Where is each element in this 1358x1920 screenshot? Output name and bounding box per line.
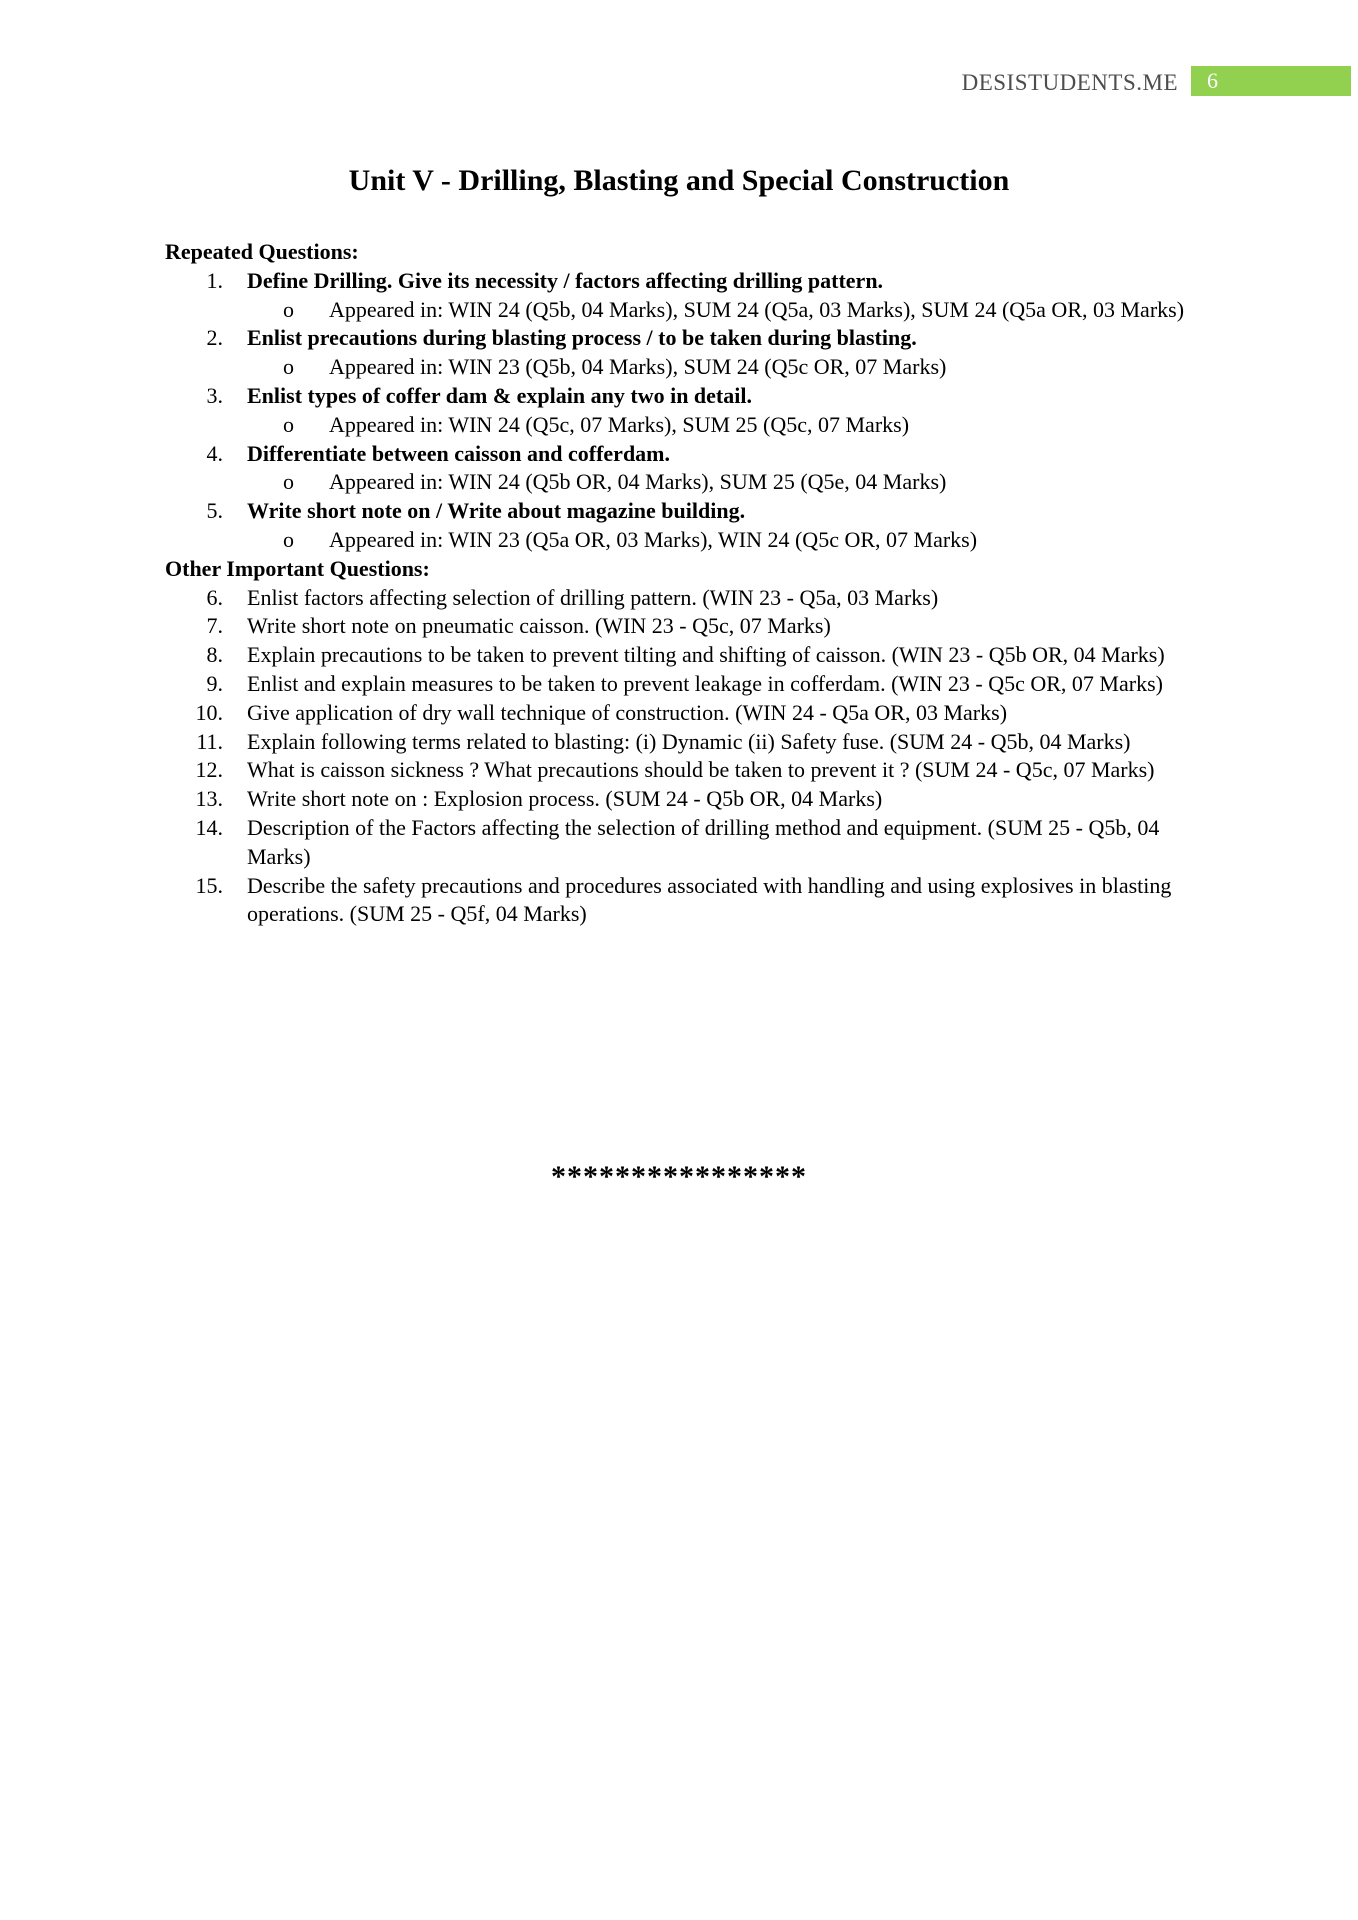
question-text: Give application of dry wall technique of construction. (WIN 24 - Q5a OR, 03 Marks)	[247, 699, 1008, 725]
question-number: 4.	[206, 440, 223, 466]
question-text: Describe the safety precautions and procedures associated with handling and using explosives in blasting operations. (SUM 25 - Q5f, 04 Marks)	[247, 872, 1172, 927]
question-text: What is caisson sickness ? What precautions should be taken to prevent it ? (SUM 24 - Q5c, 07 Marks)	[247, 757, 1155, 783]
bullet-marker: o	[283, 296, 294, 322]
bullet-marker: o	[283, 411, 294, 437]
question-text: Description of the Factors affecting the selection of drilling method and equipment. (SUM 25 - Q5b, 04 Marks)	[247, 814, 1160, 869]
appeared-in-text: Appeared in: WIN 24 (Q5b, 04 Marks), SUM 24 (Q5a, 03 Marks), SUM 24 (Q5a OR, 03 Marks)	[329, 296, 1185, 322]
question-number: 11.	[196, 728, 223, 754]
question-text: Explain precautions to be taken to prevent tilting and shifting of caisson. (WIN 23 - Q5b OR, 04 Marks)	[247, 642, 1165, 668]
question-text: Enlist precautions during blasting process / to be taken during blasting.	[247, 325, 917, 351]
bullet-marker: o	[283, 354, 294, 380]
question-item	[165, 612, 1195, 641]
appeared-in-line	[165, 411, 1195, 440]
question-number: 15.	[195, 872, 223, 898]
question-item	[165, 872, 1195, 930]
question-number: 12.	[195, 757, 223, 783]
appeared-in-text: Appeared in: WIN 23 (Q5a OR, 03 Marks), WIN 24 (Q5c OR, 07 Marks)	[329, 526, 978, 552]
question-item	[165, 382, 1195, 411]
question-text: Differentiate between caisson and cofferdam.	[247, 440, 671, 466]
question-text: Explain following terms related to blasting: (i) Dynamic (ii) Safety fuse. (SUM 24 - Q5b, 04 Marks)	[247, 728, 1131, 754]
question-item	[165, 756, 1195, 785]
question-item	[165, 670, 1195, 699]
question-number: 3.	[206, 382, 223, 408]
question-number: 2.	[206, 325, 223, 351]
other-questions-heading: Other Important Questions:	[165, 555, 430, 581]
question-item	[165, 584, 1195, 613]
repeated-questions-heading: Repeated Questions:	[165, 239, 359, 264]
appeared-in-line	[165, 353, 1195, 382]
question-text: Write short note on / Write about magazine building.	[247, 498, 746, 524]
appeared-in-line	[165, 468, 1195, 497]
question-number: 10.	[195, 699, 223, 725]
question-text: Define Drilling. Give its necessity / factors affecting drilling pattern.	[247, 267, 884, 293]
bullet-marker: o	[283, 526, 294, 552]
page-number-badge: 6	[1191, 66, 1351, 96]
appeared-in-line	[165, 526, 1195, 555]
question-text: Enlist and explain measures to be taken to prevent leakage in cofferdam. (WIN 23 - Q5c OR, 07 Marks)	[247, 670, 1163, 696]
appeared-in-text: Appeared in: WIN 24 (Q5b OR, 04 Marks), SUM 25 (Q5e, 04 Marks)	[329, 469, 947, 495]
question-number: 13.	[195, 786, 223, 812]
page-title: Unit V - Drilling, Blasting and Special Construction	[348, 164, 1010, 197]
appeared-in-text: Appeared in: WIN 23 (Q5b, 04 Marks), SUM 24 (Q5c OR, 07 Marks)	[329, 354, 947, 380]
appeared-in-line	[165, 296, 1195, 325]
question-number: 8.	[206, 642, 223, 668]
question-text: Write short note on pneumatic caisson. (WIN 23 - Q5c, 07 Marks)	[247, 613, 831, 639]
question-item	[165, 785, 1195, 814]
question-number: 6.	[206, 584, 223, 610]
question-number: 14.	[195, 814, 223, 840]
end-separator: ****************	[551, 1160, 807, 1193]
page-header	[0, 66, 1358, 98]
question-number: 7.	[206, 613, 223, 639]
question-text: Enlist factors affecting selection of drilling pattern. (WIN 23 - Q5a, 03 Marks)	[247, 584, 939, 610]
question-content	[165, 238, 1195, 929]
bullet-marker: o	[283, 469, 294, 495]
appeared-in-text: Appeared in: WIN 24 (Q5c, 07 Marks), SUM 25 (Q5c, 07 Marks)	[329, 411, 910, 437]
question-number: 5.	[206, 498, 223, 524]
question-item	[165, 324, 1195, 353]
site-name: DESISTUDENTS.ME	[961, 70, 1178, 95]
question-text: Enlist types of coffer dam & explain any two in detail.	[247, 382, 752, 408]
question-item	[165, 641, 1195, 670]
question-number: 9.	[206, 670, 223, 696]
question-item	[165, 699, 1195, 728]
question-number: 1.	[206, 267, 223, 293]
question-item	[165, 267, 1195, 296]
question-item	[165, 814, 1195, 872]
question-item	[165, 728, 1195, 757]
question-item	[165, 440, 1195, 469]
question-text: Write short note on : Explosion process. (SUM 24 - Q5b OR, 04 Marks)	[247, 786, 883, 812]
question-item	[165, 497, 1195, 526]
